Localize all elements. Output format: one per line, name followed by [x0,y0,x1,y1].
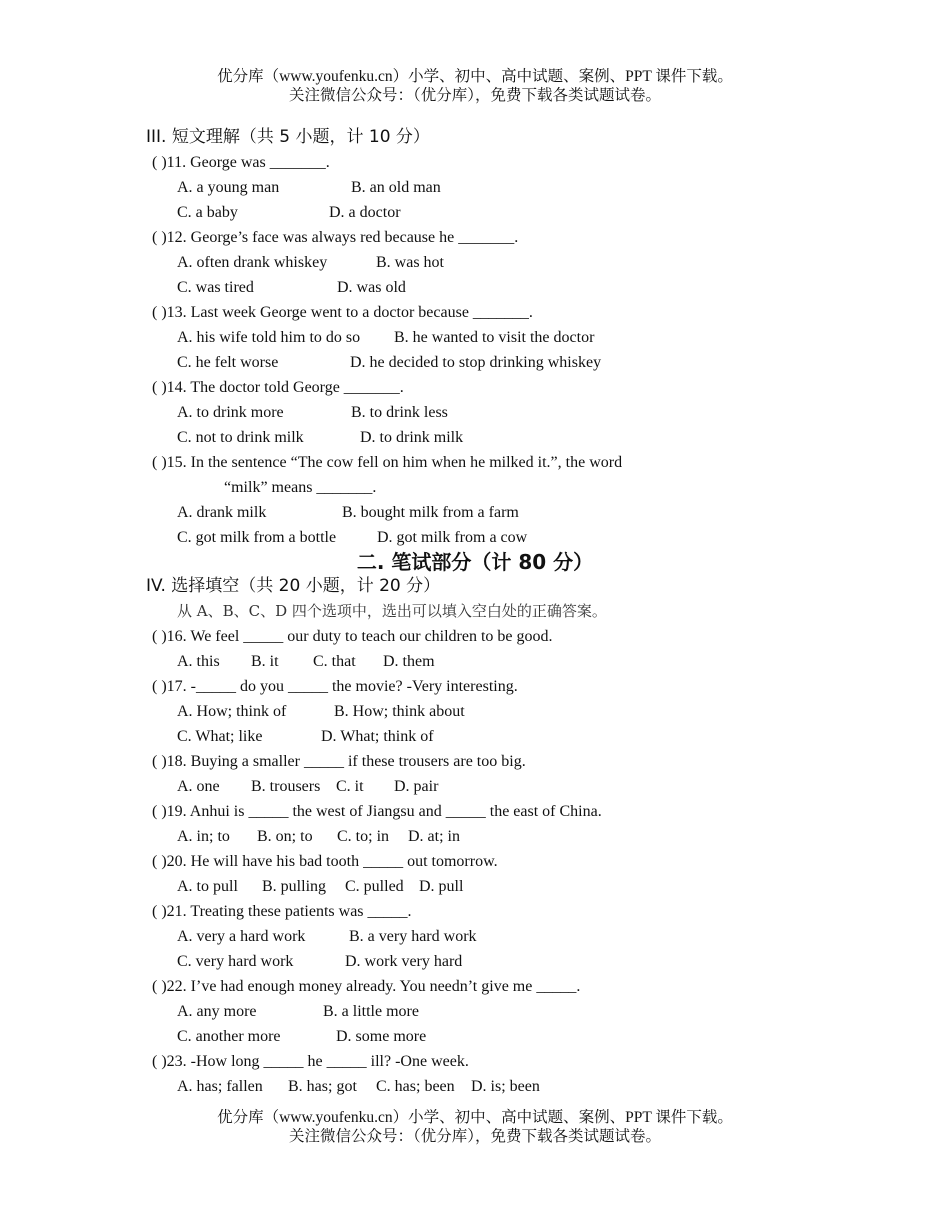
option-12-c: C. was tired [177,279,254,296]
question-22: ( )22. I’ve had enough money already. You needn’t give me _____. [152,978,581,995]
option-14-b: B. to drink less [351,404,448,421]
question-13: ( )13. Last week George went to a doctor because _______. [152,304,533,321]
question-19: ( )19. Anhui is _____ the west of Jiangsu and _____ the east of China. [152,803,602,820]
option-19-c: C. to; in [337,828,390,845]
option-16-a: A. this [177,653,220,670]
question-18: ( )18. Buying a smaller _____ if these trousers are too big. [152,753,526,770]
option-17-a: A. How; think of [177,703,287,720]
question-15-continuation: “milk” means _______. [224,479,377,496]
option-16-c: C. that [313,653,356,670]
option-23-c: C. has; been [376,1078,455,1095]
option-21-d: D. work very hard [345,953,463,970]
part-2-title: 二. 笔试部分（计 80 分） [356,550,594,574]
option-13-b: B. he wanted to visit the doctor [394,329,595,346]
option-21-a: A. very a hard work [177,928,306,945]
option-20-c: C. pulled [345,878,404,895]
question-21: ( )21. Treating these patients was _____. [152,903,412,920]
option-15-a: A. drank milk [177,504,267,521]
question-14: ( )14. The doctor told George _______. [152,379,404,396]
option-22-d: D. some more [336,1028,427,1045]
option-19-d: D. at; in [408,828,460,845]
option-22-c: C. another more [177,1028,281,1045]
option-17-c: C. What; like [177,728,263,745]
question-16: ( )16. We feel _____ our duty to teach our children to be good. [152,628,553,645]
question-17: ( )17. -_____ do you _____ the movie? -Very interesting. [152,678,518,695]
option-18-d: D. pair [394,778,439,795]
option-12-b: B. was hot [376,254,444,271]
option-14-d: D. to drink milk [360,429,464,446]
question-20: ( )20. He will have his bad tooth _____ out tomorrow. [152,853,498,870]
option-16-d: D. them [383,653,435,670]
question-11: ( )11. George was _______. [152,154,330,171]
option-11-d: D. a doctor [329,204,401,221]
footer-line-2: 关注微信公众号：（优分库），免费下载各类试题试卷。 [288,1128,661,1145]
option-22-a: A. any more [177,1003,257,1020]
option-15-c: C. got milk from a bottle [177,529,337,546]
option-13-a: A. his wife told him to do so [177,329,361,346]
option-16-b: B. it [251,653,279,670]
footer-line-1: 优分库（www.youfenku.cn）小学、初中、高中试题、案例、PPT 课件下载。 [217,1109,733,1126]
question-15: ( )15. In the sentence “The cow fell on him when he milked it.”, the word [152,454,623,471]
option-12-a: A. often drank whiskey [177,254,328,271]
header-line-1: 优分库（www.youfenku.cn）小学、初中、高中试题、案例、PPT 课件下载。 [217,68,733,85]
page-footer [0,1108,950,1146]
option-22-b: B. a little more [323,1003,419,1020]
option-21-c: C. very hard work [177,953,294,970]
question-23: ( )23. -How long _____ he _____ ill? -One week. [152,1053,469,1070]
option-14-a: A. to drink more [177,404,284,421]
option-11-c: C. a baby [177,204,238,221]
header-line-2: 关注微信公众号：（优分库），免费下载各类试题试卷。 [288,87,661,104]
option-17-d: D. What; think of [321,728,434,745]
section-4-title: IV. 选择填空（共 20 小题，计 20 分） [146,576,441,596]
option-18-c: C. it [336,778,364,795]
option-12-d: D. was old [337,279,406,296]
option-13-c: C. he felt worse [177,354,279,371]
option-13-d: D. he decided to stop drinking whiskey [350,354,602,371]
question-12: ( )12. George’s face was always red because he _______. [152,229,519,246]
option-17-b: B. How; think about [334,703,465,720]
option-11-b: B. an old man [351,179,441,196]
option-21-b: B. a very hard work [349,928,477,945]
option-18-b: B. trousers [251,778,321,795]
option-11-a: A. a young man [177,179,280,196]
option-23-b: B. has; got [288,1078,357,1095]
option-18-a: A. one [177,778,220,795]
option-19-b: B. on; to [257,828,313,845]
option-20-b: B. pulling [262,878,327,895]
option-20-a: A. to pull [177,878,238,895]
option-20-d: D. pull [419,878,464,895]
section-3-title: III. 短文理解（共 5 小题，计 10 分） [146,127,430,147]
page-header [0,67,950,105]
option-23-d: D. is; been [471,1078,540,1095]
option-14-c: C. not to drink milk [177,429,304,446]
option-19-a: A. in; to [177,828,230,845]
option-23-a: A. has; fallen [177,1078,263,1095]
section-4-instruction: 从 A、B、C、D 四个选项中，选出可以填入空白处的正确答案。 [177,602,607,620]
option-15-d: D. got milk from a cow [377,529,528,546]
option-15-b: B. bought milk from a farm [342,504,519,521]
